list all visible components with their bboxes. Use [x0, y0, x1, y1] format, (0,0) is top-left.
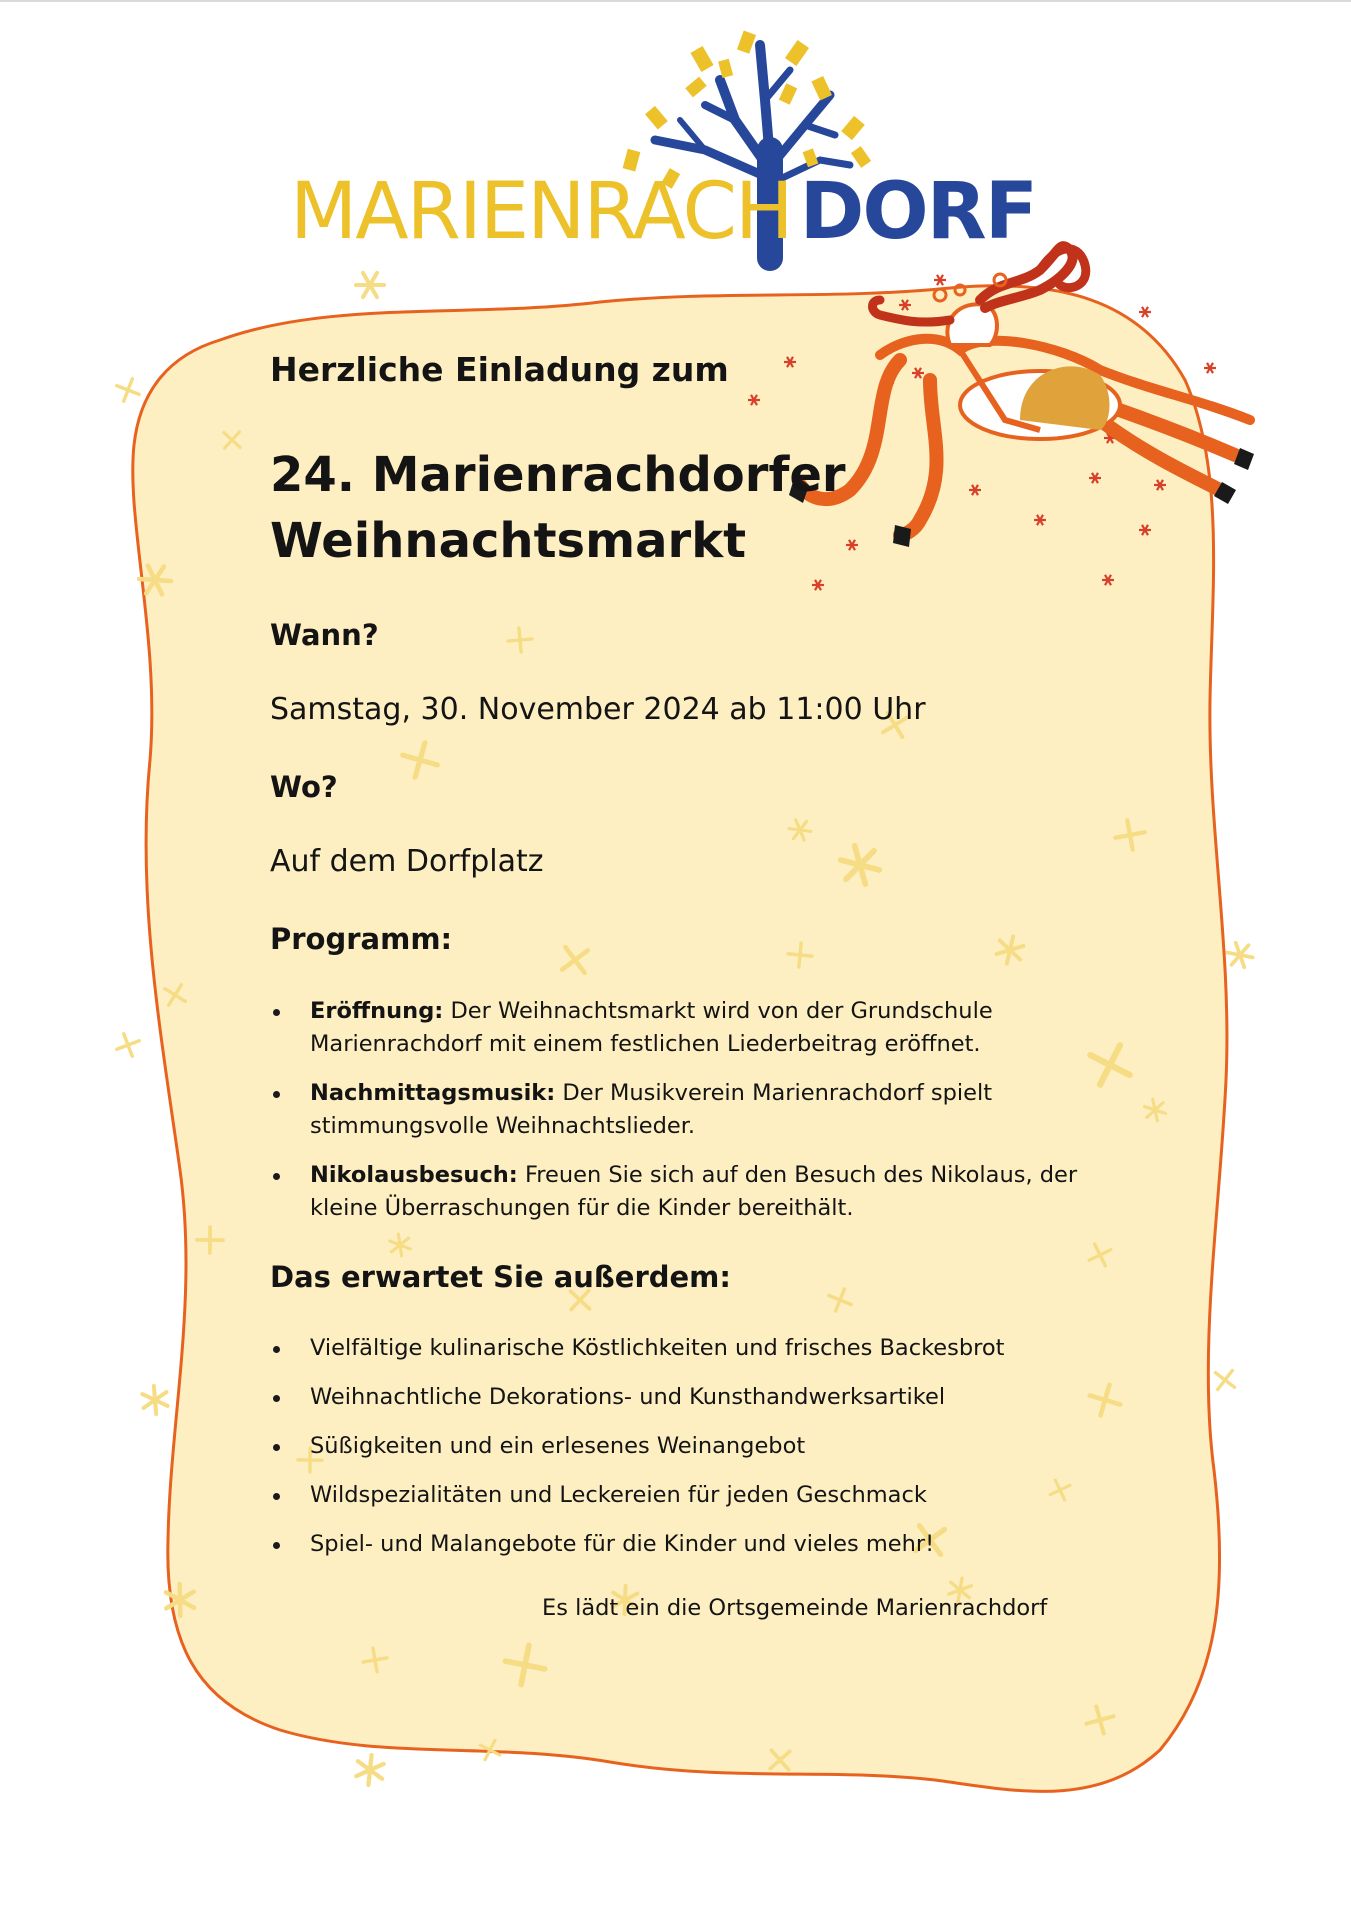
star-icon: [1227, 943, 1253, 968]
sparkle-icon: [1204, 363, 1216, 373]
when-heading: Wann?: [270, 618, 379, 652]
list-item: Wildspezialitäten und Leckereien für jeden Geschmack: [270, 1479, 1090, 1512]
event-title-line1: 24. Marienrachdorfer: [270, 447, 846, 503]
program-item-eroeffnung: Eröffnung: Der Weihnachtsmarkt wird von der Grundschule Marienrachdorf mit einem festlichen Liederbeitrag eröffnet.: [270, 995, 1090, 1061]
program-item-nikolausbesuch: Nikolausbesuch: Freuen Sie sich auf den Besuch des Nikolaus, der kleine Überraschungen für die Kinder bereithält.: [270, 1159, 1090, 1225]
program-item-nachmittagsmusik: Nachmittagsmusik: Der Musikverein Marienrachdorf spielt stimmungsvolle Weihnachtslieder.: [270, 1077, 1090, 1143]
logo-text-marienrach: MARIENRACH: [290, 167, 792, 257]
event-title-line2: Weihnachtsmarkt: [270, 513, 747, 569]
sparkle-icon: [934, 275, 946, 285]
program-list: [270, 995, 1090, 1241]
extras-heading: Das erwartet Sie außerdem:: [270, 1260, 731, 1294]
where-heading: Wo?: [270, 770, 338, 804]
when-text: Samstag, 30. November 2024 ab 11:00 Uhr: [270, 692, 926, 727]
list-item: Vielfältige kulinarische Köstlichkeiten und frisches Backesbrot: [270, 1332, 1090, 1365]
list-item: Süßigkeiten und ein erlesenes Weinangebot: [270, 1430, 1090, 1463]
program-heading: Programm:: [270, 922, 453, 956]
sparkle-icon: [1139, 307, 1151, 317]
list-item: Spiel- und Malangebote für die Kinder und vieles mehr!: [270, 1528, 1090, 1561]
extras-list: [270, 1332, 1090, 1577]
event-title: [270, 442, 846, 574]
list-item: Weihnachtliche Dekorations- und Kunsthandwerksartikel: [270, 1381, 1090, 1414]
logo: [290, 162, 1036, 262]
star-icon: [356, 273, 384, 297]
where-text: Auf dem Dorfplatz: [270, 844, 544, 879]
signoff: Es lädt ein die Ortsgemeinde Marienrachdorf: [542, 1595, 1048, 1621]
star-icon: [356, 1755, 383, 1785]
star-icon: [1215, 1370, 1234, 1389]
invitation-intro: Herzliche Einladung zum: [270, 350, 729, 389]
logo-text-dorf: DORF: [799, 167, 1037, 257]
star-icon: [117, 379, 139, 401]
star-icon: [117, 1034, 139, 1056]
star-icon: [142, 1386, 167, 1414]
